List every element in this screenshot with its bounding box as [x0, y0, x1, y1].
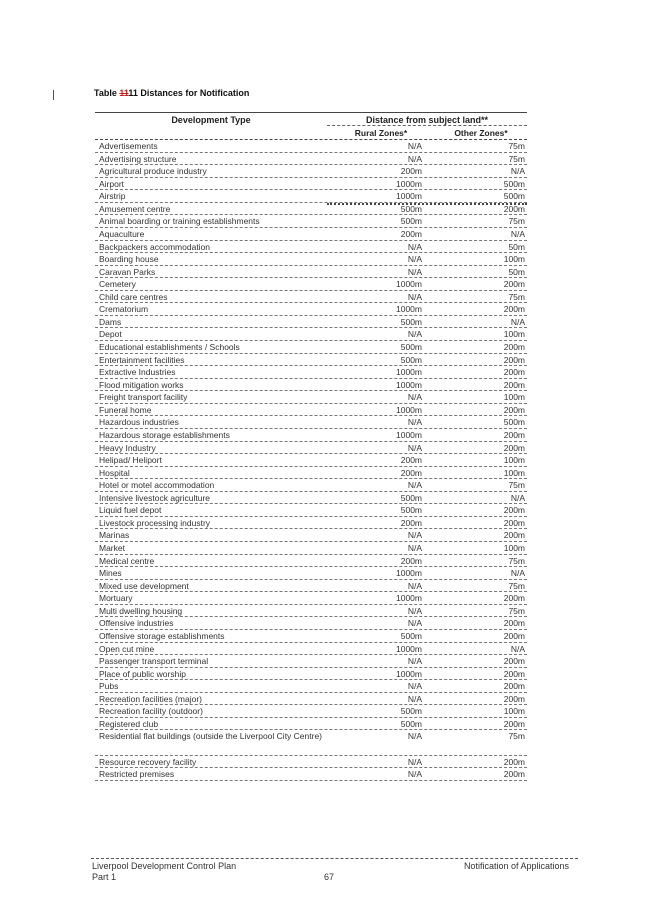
cell-rural-distance: N/A — [407, 656, 422, 667]
cell-rural-distance: 500m — [400, 342, 422, 352]
notification-distances-table — [95, 112, 527, 781]
cell-rural-distance: N/A — [407, 417, 422, 428]
table-row — [95, 567, 527, 580]
cell-development-type: Backpackers accommodation — [99, 241, 211, 252]
cell-other-distance: 200m — [503, 379, 525, 390]
cell-other-distance: 200m — [503, 668, 525, 679]
cell-other-distance: 75m — [508, 580, 525, 591]
table-row — [95, 140, 527, 153]
cell-other-distance: 200m — [503, 203, 525, 214]
cell-other-distance: N/A — [510, 643, 525, 654]
table-row — [95, 153, 527, 166]
cell-other-distance: 50m — [508, 266, 525, 277]
table-row — [95, 354, 527, 367]
cell-rural-distance: N/A — [407, 442, 422, 453]
cell-other-distance: 200m — [503, 279, 525, 290]
table-row — [95, 215, 527, 228]
cell-rural-distance: 500m — [400, 203, 422, 214]
table-row — [95, 630, 527, 643]
cell-other-distance: N/A — [510, 228, 525, 239]
cell-rural-distance: N/A — [407, 480, 422, 491]
cell-rural-distance: 200m — [400, 467, 422, 478]
footer-divider — [91, 858, 578, 859]
table-row — [95, 517, 527, 530]
caption-number: 11 — [128, 88, 138, 98]
caption-prefix: Table — [94, 88, 120, 98]
cell-development-type: Freight transport facility — [99, 392, 188, 403]
cell-other-distance: N/A — [510, 492, 525, 503]
cell-rural-distance: N/A — [407, 731, 422, 742]
cell-other-distance: 200m — [503, 429, 525, 440]
cell-development-type: Offensive storage establishments — [99, 630, 225, 641]
cell-other-distance: 50m — [508, 241, 525, 252]
table-row — [95, 442, 527, 455]
cell-rural-distance: 1000m — [396, 643, 422, 654]
cell-development-type: Mixed use development — [99, 580, 189, 591]
cell-other-distance: 200m — [503, 404, 525, 415]
header-distance: Distance from subject land** — [327, 115, 527, 126]
cell-development-type: Restricted premises — [99, 769, 175, 780]
cell-rural-distance: 500m — [400, 492, 422, 503]
cell-rural-distance: 1000m — [396, 668, 422, 679]
table-row — [95, 429, 527, 442]
table-row — [95, 366, 527, 379]
change-bar — [53, 90, 54, 100]
cell-development-type: Passenger transport terminal — [99, 656, 209, 667]
header-rural-zones: Rural Zones* — [354, 128, 408, 138]
cell-other-distance: 100m — [503, 543, 525, 553]
table-row — [95, 253, 527, 266]
cell-development-type: Recreation facility (outdoor) — [99, 706, 203, 717]
table-row — [95, 178, 527, 191]
cell-other-distance: 100m — [503, 254, 525, 265]
cell-rural-distance: N/A — [407, 580, 422, 591]
dotted-separator — [327, 203, 527, 207]
table-row — [95, 241, 527, 254]
cell-rural-distance: 1000m — [396, 191, 422, 202]
table-row — [95, 416, 527, 429]
cell-development-type: Boarding house — [99, 254, 159, 265]
cell-other-distance: 75m — [508, 216, 525, 227]
table-row — [95, 580, 527, 593]
cell-rural-distance: N/A — [407, 266, 422, 277]
table-row — [95, 379, 527, 392]
table-row — [95, 467, 527, 480]
cell-development-type: Airport — [99, 178, 125, 189]
cell-other-distance: N/A — [510, 166, 525, 177]
cell-rural-distance: 200m — [400, 517, 422, 528]
cell-other-distance: 100m — [503, 455, 525, 466]
table-row — [95, 291, 527, 304]
cell-other-distance: 100m — [503, 392, 525, 403]
table-row — [95, 328, 527, 341]
cell-rural-distance: N/A — [407, 254, 422, 265]
cell-rural-distance: N/A — [407, 392, 422, 403]
cell-other-distance: 200m — [503, 354, 525, 365]
cell-other-distance: 200m — [503, 593, 525, 604]
cell-other-distance: 75m — [508, 480, 525, 491]
cell-other-distance: 200m — [503, 693, 525, 704]
cell-development-type: Advertisements — [99, 141, 158, 151]
footer-page-number: 67 — [324, 872, 335, 882]
table-row — [95, 617, 527, 630]
table-header-row-1 — [95, 112, 527, 127]
cell-rural-distance: N/A — [407, 605, 422, 616]
cell-other-distance: 75m — [508, 605, 525, 616]
cell-rural-distance: 500m — [400, 354, 422, 365]
table-row — [95, 266, 527, 279]
cell-rural-distance: 1000m — [396, 178, 422, 189]
cell-other-distance: N/A — [510, 316, 525, 327]
cell-other-distance: 100m — [503, 329, 525, 340]
table-row — [95, 391, 527, 404]
cell-other-distance: 200m — [503, 656, 525, 667]
cell-development-type: Funeral home — [99, 404, 152, 415]
cell-rural-distance: N/A — [407, 329, 422, 340]
cell-development-type: Amusement centre — [99, 203, 171, 214]
cell-rural-distance: N/A — [407, 530, 422, 541]
cell-rural-distance: 500m — [400, 706, 422, 717]
cell-development-type: Hazardous storage establishments — [99, 429, 230, 440]
cell-other-distance: 200m — [503, 442, 525, 453]
cell-development-type: Mines — [99, 568, 122, 579]
table-row — [95, 404, 527, 417]
cell-other-distance: 200m — [503, 530, 525, 541]
table-row — [95, 454, 527, 467]
cell-development-type: Educational establishments / Schools — [99, 342, 240, 352]
cell-development-type: Helipad/ Heliport — [99, 455, 162, 466]
table-row — [95, 303, 527, 316]
cell-development-type: Extractive Industries — [99, 367, 176, 378]
cell-rural-distance: N/A — [407, 291, 422, 302]
cell-development-type: Agricultural produce industry — [99, 166, 207, 177]
cell-rural-distance: 200m — [400, 555, 422, 566]
header-other-zones: Other Zones* — [454, 128, 508, 138]
cell-other-distance: 200m — [503, 630, 525, 641]
cell-development-type: Hazardous industries — [99, 417, 179, 428]
cell-other-distance: 75m — [508, 153, 525, 164]
cell-other-distance: 75m — [508, 141, 525, 151]
cell-rural-distance: 1000m — [396, 379, 422, 390]
cell-rural-distance: N/A — [407, 153, 422, 164]
cell-rural-distance: 500m — [400, 630, 422, 641]
cell-rural-distance: 500m — [400, 216, 422, 227]
cell-development-type: Aquaculture — [99, 228, 145, 239]
table-row — [95, 529, 527, 542]
footer-plan-title: Liverpool Development Control Plan — [92, 861, 237, 871]
cell-development-type: Mortuary — [99, 593, 133, 604]
cell-other-distance: 500m — [503, 178, 525, 189]
table-row — [95, 693, 527, 706]
cell-development-type: Cemetery — [99, 279, 136, 290]
cell-rural-distance: N/A — [407, 618, 422, 629]
cell-other-distance: 200m — [503, 756, 525, 767]
cell-development-type: Medical centre — [99, 555, 155, 566]
cell-development-type: Hotel or motel accommodation — [99, 480, 215, 491]
cell-other-distance: 200m — [503, 342, 525, 352]
cell-development-type: Multi dwelling housing — [99, 605, 183, 616]
cell-development-type: Recreation facilities (major) — [99, 693, 202, 704]
cell-other-distance: 75m — [508, 731, 525, 742]
cell-rural-distance: 200m — [400, 228, 422, 239]
cell-rural-distance: N/A — [407, 141, 422, 151]
table-row — [95, 643, 527, 656]
cell-rural-distance: 1000m — [396, 404, 422, 415]
cell-development-type: Pubs — [99, 681, 119, 692]
cell-other-distance: 500m — [503, 417, 525, 428]
table-row — [95, 756, 527, 769]
cell-rural-distance: N/A — [407, 756, 422, 767]
cell-development-type: Liquid fuel depot — [99, 505, 162, 516]
table-row — [95, 730, 527, 755]
cell-rural-distance: N/A — [407, 543, 422, 553]
table-row — [95, 705, 527, 718]
cell-other-distance: N/A — [510, 568, 525, 579]
table-row — [95, 668, 527, 681]
footer-part: Part 1 — [92, 872, 117, 882]
cell-rural-distance: 500m — [400, 505, 422, 516]
cell-development-type: Heavy Industry — [99, 442, 156, 453]
cell-development-type: Animal boarding or training establishments — [99, 216, 260, 227]
table-row — [95, 655, 527, 668]
cell-development-type: Marinas — [99, 530, 130, 541]
table-body — [95, 140, 527, 781]
header-development-type: Development Type — [171, 115, 251, 125]
cell-rural-distance: 1000m — [396, 279, 422, 290]
cell-other-distance: 200m — [503, 517, 525, 528]
cell-development-type: Crematorium — [99, 304, 149, 315]
cell-other-distance: 75m — [508, 291, 525, 302]
table-row — [95, 504, 527, 517]
cell-development-type: Open cut mine — [99, 643, 155, 654]
table-row — [95, 228, 527, 241]
cell-other-distance: 200m — [503, 681, 525, 692]
cell-development-type: Child care centres — [99, 291, 168, 302]
cell-other-distance: 200m — [503, 304, 525, 315]
table-row — [95, 592, 527, 605]
cell-development-type: Registered club — [99, 718, 159, 729]
cell-development-type: Caravan Parks — [99, 266, 156, 277]
cell-development-type: Hospital — [99, 467, 130, 478]
cell-rural-distance: 200m — [400, 166, 422, 177]
table-row — [95, 278, 527, 291]
cell-rural-distance: 1000m — [396, 304, 422, 315]
cell-development-type: Flood mitigation works — [99, 379, 184, 390]
table-row — [95, 190, 527, 203]
cell-development-type: Offensive industries — [99, 618, 174, 629]
table-row — [95, 316, 527, 329]
table-row — [95, 542, 527, 555]
cell-other-distance: 200m — [503, 505, 525, 516]
table-row — [95, 492, 527, 505]
table-row — [95, 768, 527, 781]
cell-rural-distance: N/A — [407, 681, 422, 692]
table-row — [95, 165, 527, 178]
table-row — [95, 341, 527, 354]
cell-development-type: Airstrip — [99, 191, 126, 202]
table-row — [95, 680, 527, 693]
table-header-row-2 — [95, 127, 527, 140]
table-row — [95, 479, 527, 492]
cell-rural-distance: 1000m — [396, 568, 422, 579]
cell-other-distance: 200m — [503, 769, 525, 780]
table-row — [95, 555, 527, 568]
cell-other-distance: 75m — [508, 555, 525, 566]
cell-rural-distance: 1000m — [396, 593, 422, 604]
cell-development-type: Entertainment facilities — [99, 354, 185, 365]
cell-rural-distance: 1000m — [396, 367, 422, 378]
cell-other-distance: 100m — [503, 467, 525, 478]
cell-other-distance: 200m — [503, 718, 525, 729]
cell-other-distance: 100m — [503, 706, 525, 717]
cell-rural-distance: N/A — [407, 693, 422, 704]
cell-development-type: Market — [99, 543, 125, 553]
cell-development-type: Advertising structure — [99, 153, 177, 164]
caption-title: Distances for Notification — [137, 88, 250, 98]
cell-rural-distance: 1000m — [396, 429, 422, 440]
table-row — [95, 605, 527, 618]
caption-deleted-number: 11 — [119, 88, 129, 98]
footer-section-title: Notification of Applications — [463, 861, 569, 871]
cell-rural-distance: N/A — [407, 769, 422, 780]
cell-development-type: Place of public worship — [99, 668, 186, 679]
cell-rural-distance: N/A — [407, 241, 422, 252]
cell-rural-distance: 200m — [400, 455, 422, 466]
cell-development-type: Residential flat buildings (outside the Liverpool City Centre) — [99, 731, 323, 742]
cell-other-distance: 200m — [503, 618, 525, 629]
cell-development-type: Dams — [99, 316, 122, 327]
table-row — [95, 718, 527, 731]
cell-development-type: Intensive livestock agriculture — [99, 492, 211, 503]
cell-other-distance: 200m — [503, 367, 525, 378]
cell-rural-distance: 500m — [400, 718, 422, 729]
cell-development-type: Depot — [99, 329, 122, 340]
cell-development-type: Resource recovery facility — [99, 756, 197, 767]
table-caption — [94, 88, 249, 98]
cell-rural-distance: 500m — [400, 316, 422, 327]
cell-other-distance: 500m — [503, 191, 525, 202]
cell-development-type: Livestock processing industry — [99, 517, 211, 528]
